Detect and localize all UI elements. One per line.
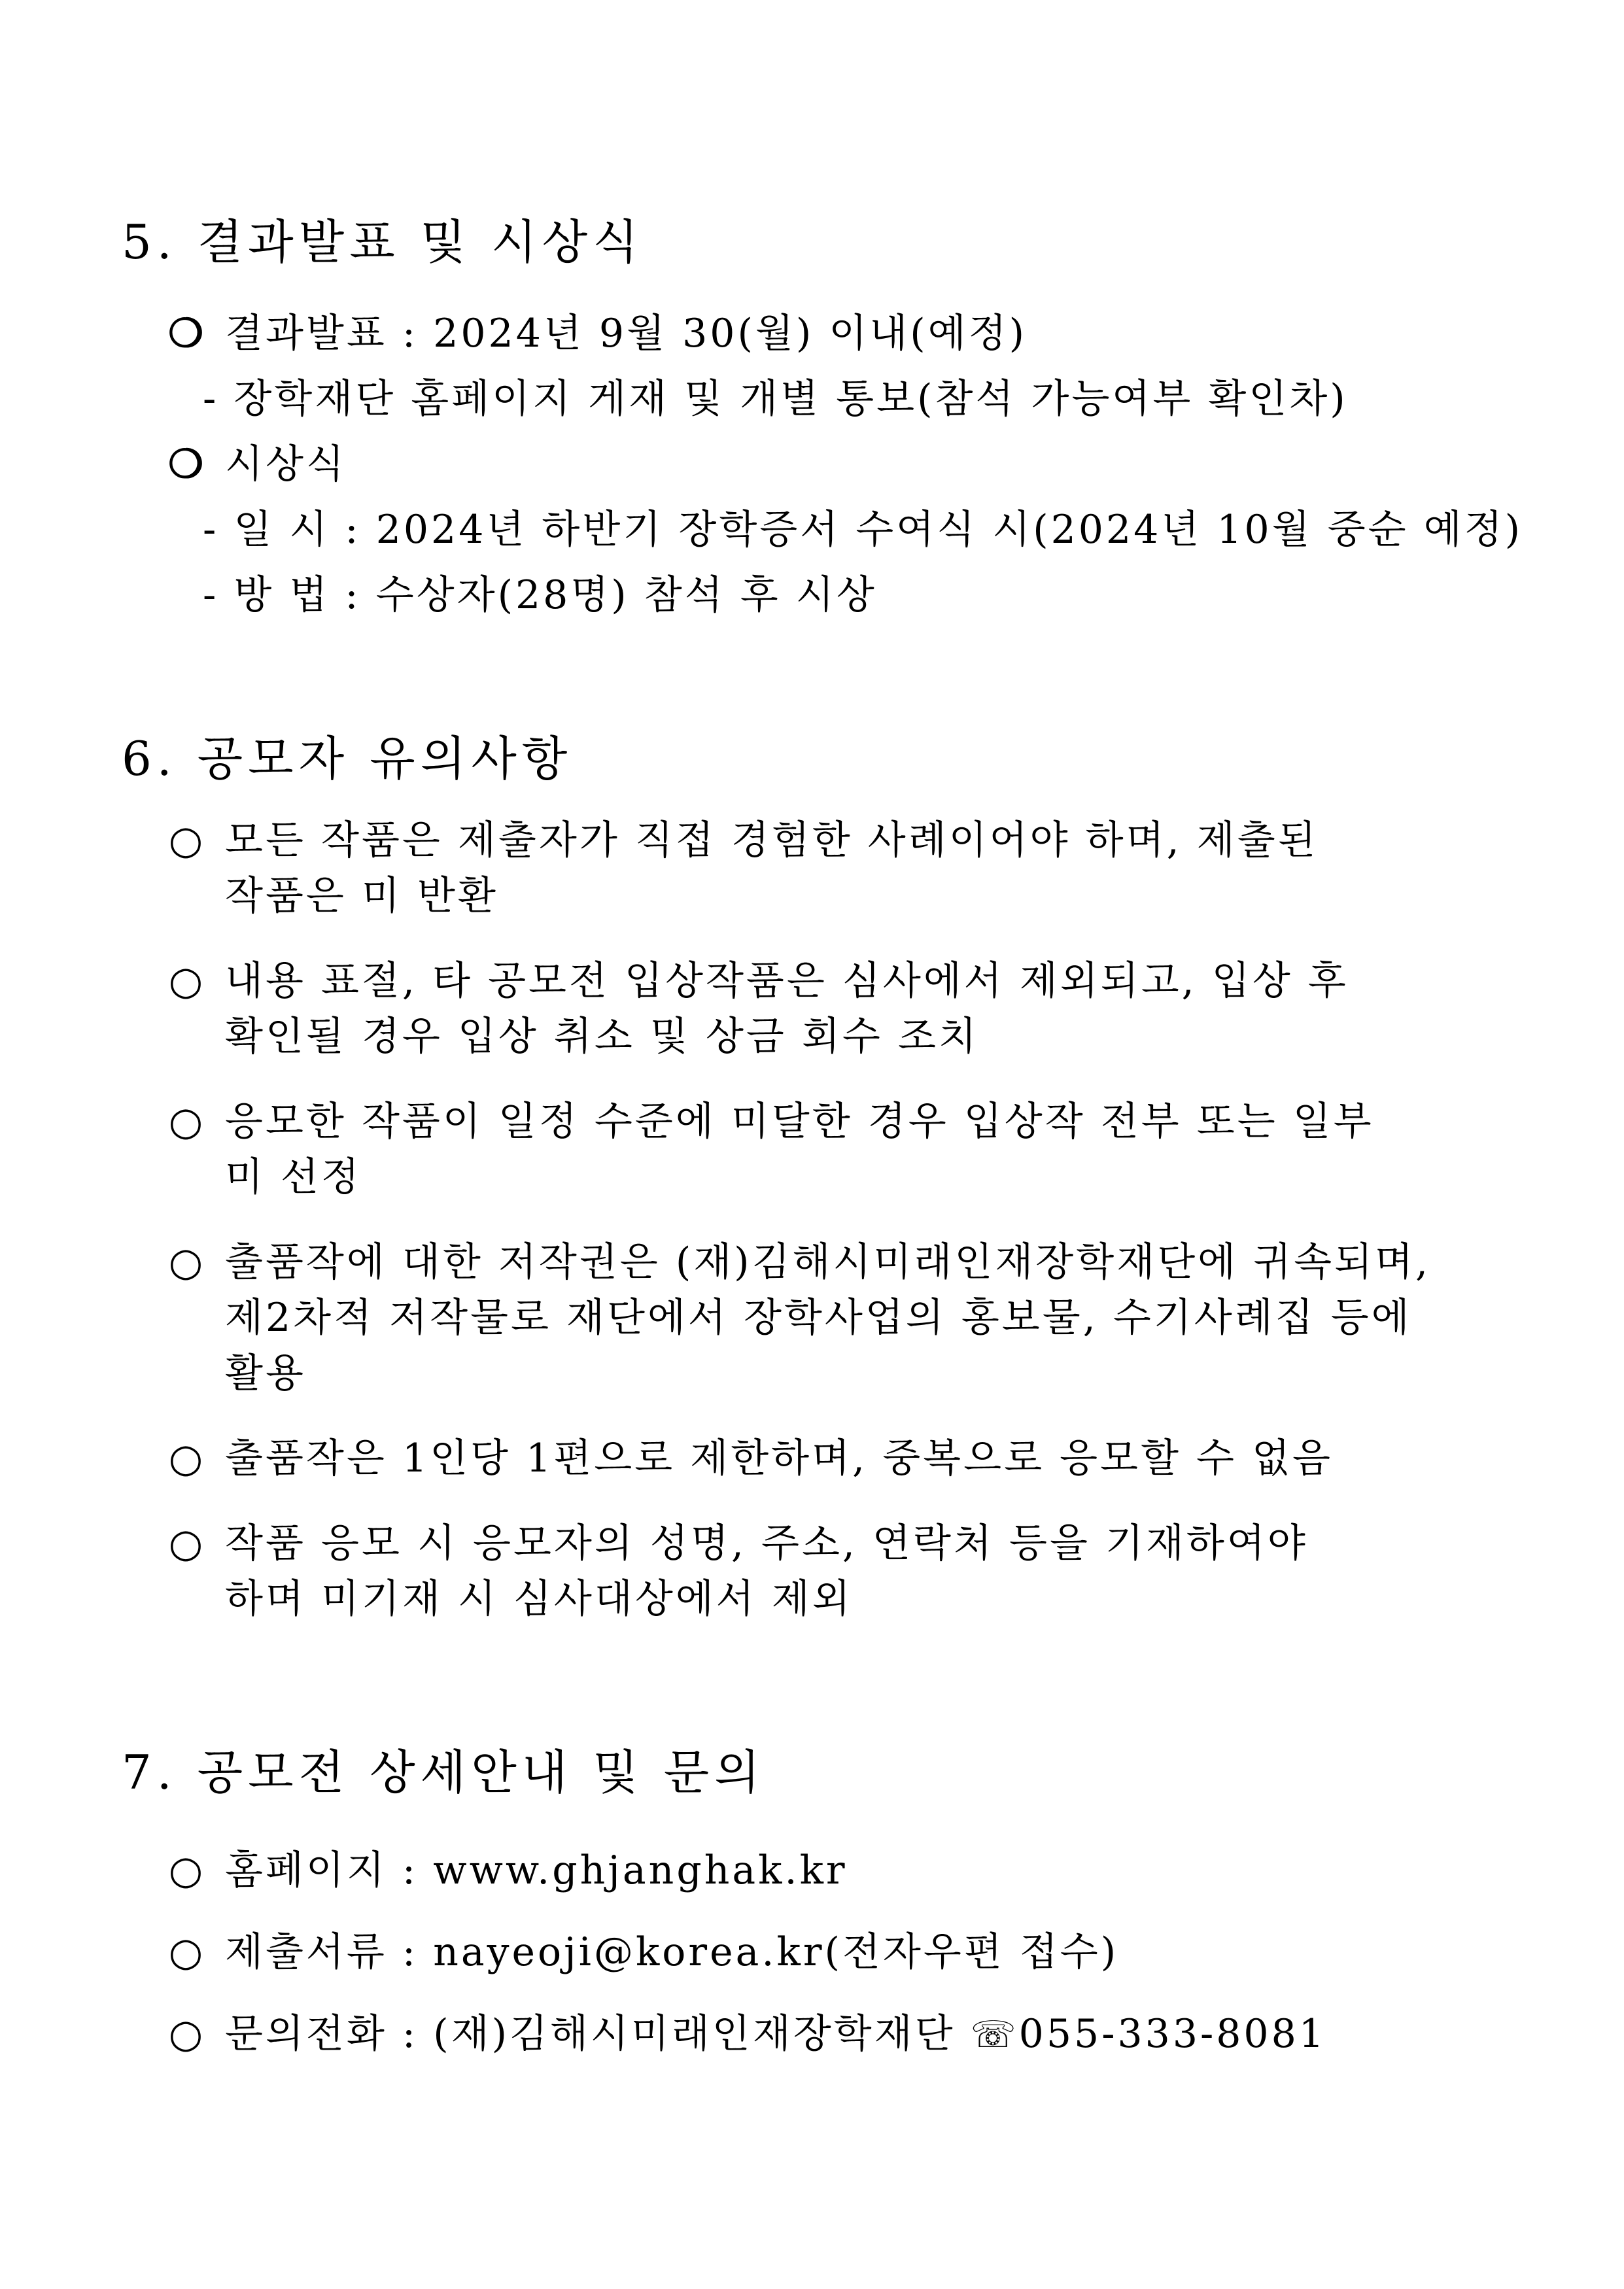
award-ceremony-line: 시상식 bbox=[225, 441, 347, 487]
note-line: 제2차적 저작물로 재단에서 장학사업의 홍보물, 수기사례집 등에 bbox=[225, 1295, 1412, 1341]
bullet-icon: ○ bbox=[168, 2011, 203, 2057]
note-line: 모든 작품은 제출자가 직접 경험한 사례이어야 하며, 제출된 bbox=[225, 818, 1319, 863]
bullet-icon: ○ bbox=[168, 1436, 203, 1481]
bullet-icon: ❍ bbox=[168, 441, 203, 487]
note-line: 응모한 작품이 일정 수준에 미달한 경우 입상작 전부 또는 일부 bbox=[225, 1099, 1374, 1144]
phone-number[interactable]: 055-333-8081 bbox=[1018, 2011, 1326, 2057]
note-line: 출품작은 1인당 1편으로 제한하며, 중복으로 응모할 수 없음 bbox=[225, 1436, 1334, 1481]
ceremony-date-line: - 일 시 : 2024년 하반기 장학증서 수여식 시(2024년 10월 중순 예정) bbox=[203, 507, 1523, 553]
note-line: 활용 bbox=[225, 1351, 306, 1396]
foundation-name: (재)김해시미래인재장학재단 bbox=[433, 2011, 956, 2057]
section-6-heading: 6. 공모자 유의사항 bbox=[122, 731, 573, 786]
homepage-label: 홈페이지 : bbox=[225, 1848, 419, 1893]
bullet-icon: ○ bbox=[168, 1848, 203, 1893]
homepage-link[interactable]: www.ghjanghak.kr bbox=[433, 1848, 848, 1893]
section-7-heading: 7. 공모전 상세안내 및 문의 bbox=[122, 1745, 765, 1800]
note-line: 작품 응모 시 응모자의 성명, 주소, 연락처 등을 기재하여야 bbox=[225, 1521, 1308, 1566]
bullet-icon: ○ bbox=[168, 1099, 203, 1144]
bullet-icon: ○ bbox=[168, 1239, 203, 1285]
note-line: 하며 미기재 시 심사대상에서 제외 bbox=[225, 1576, 853, 1622]
bullet-icon: ○ bbox=[168, 1929, 203, 1975]
bullet-icon: ❍ bbox=[168, 311, 203, 356]
submission-line bbox=[225, 1926, 1118, 1978]
phone-inquiry-line bbox=[225, 2008, 1326, 2061]
telephone-icon: ☏ bbox=[970, 2014, 1019, 2056]
note-line: 작품은 미 반환 bbox=[225, 873, 498, 919]
results-notice-line: - 장학재단 홈페이지 게재 및 개별 통보(참석 가능여부 확인차) bbox=[203, 376, 1348, 422]
note-line: 확인될 경우 입상 취소 및 상금 회수 조치 bbox=[225, 1014, 979, 1059]
ceremony-method-line: - 방 법 : 수상자(28명) 참석 후 시상 bbox=[203, 572, 877, 618]
bullet-icon: ○ bbox=[168, 818, 203, 863]
submission-email[interactable]: nayeoji@korea.kr(전자우편 접수) bbox=[433, 1929, 1119, 1975]
phone-inquiry-label: 문의전화 : bbox=[225, 2011, 419, 2057]
note-line: 내용 표절, 타 공모전 입상작품은 심사에서 제외되고, 입상 후 bbox=[225, 958, 1349, 1004]
bullet-icon: ○ bbox=[168, 1521, 203, 1566]
bullet-icon: ○ bbox=[168, 958, 203, 1004]
section-5-heading: 5. 결과발표 및 시상식 bbox=[122, 215, 644, 269]
homepage-line bbox=[225, 1844, 848, 1897]
results-announcement-line: 결과발표 : 2024년 9월 30(월) 이내(예정) bbox=[225, 311, 1027, 356]
note-line: 미 선정 bbox=[225, 1154, 362, 1200]
submission-label: 제출서류 : bbox=[225, 1929, 419, 1975]
note-line: 출품작에 대한 저작권은 (재)김해시미래인재장학재단에 귀속되며, bbox=[225, 1239, 1431, 1285]
